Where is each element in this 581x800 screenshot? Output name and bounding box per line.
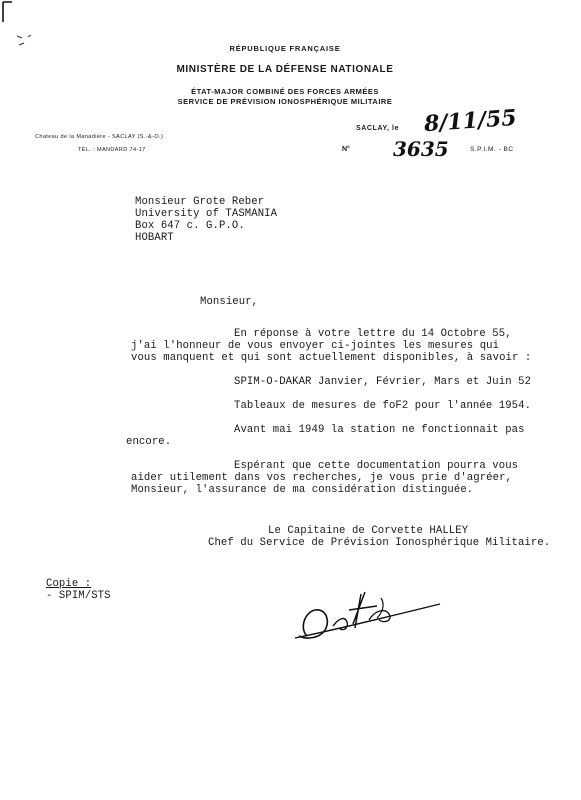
handwritten-signature <box>285 588 445 648</box>
body-line-7: encore. <box>126 436 172 448</box>
handwritten-reference-number: 3635 <box>393 137 449 161</box>
salutation: Monsieur, <box>200 296 259 308</box>
recipient-line-4: HOBART <box>135 232 174 244</box>
body-line-10: Monsieur, l'assurance de ma considération distinguée. <box>131 484 474 496</box>
body-line-5: Tableaux de mesures de foF2 pour l'année 1954. <box>234 400 532 412</box>
body-line-2: j'ai l'honneur de vous envoyer ci-jointes les mesures qui <box>131 340 500 352</box>
recipient-line-2: University of TASMANIA <box>135 208 278 220</box>
body-line-6: Avant mai 1949 la station ne fonctionnait pas <box>234 424 525 436</box>
header-republique: RÉPUBLIQUE FRANÇAISE <box>229 44 341 53</box>
body-line-9: aider utilement dans vos recherches, je vous prie d'agréer, <box>131 472 512 484</box>
address-line-1: Chateau de la Manadière - SACLAY (S.-&-O.) <box>35 134 164 140</box>
handwritten-date: 8/11/55 <box>423 104 518 138</box>
place-label: SACLAY, le <box>356 125 400 132</box>
copies-item: - SPIM/STS <box>46 590 111 602</box>
header-service: SERVICE DE PRÉVISION IONOSPHÉRIQUE MILITAIRE <box>177 97 393 106</box>
signatory-title: Chef du Service de Prévision Ionosphérique Militaire. <box>208 537 551 549</box>
reference-label: N° <box>342 146 350 153</box>
body-line-8: Espérant que cette documentation pourra vous <box>234 460 519 472</box>
header-etat-major: ÉTAT-MAJOR COMBINÉ DES FORCES ARMÉES <box>191 87 379 96</box>
recipient-line-3: Box 647 c. G.P.O. <box>135 220 245 232</box>
address-line-2: TÉL. : MANDARD 74-17 <box>78 147 146 153</box>
reference-suffix: S.P.I.M. - BC <box>470 146 514 153</box>
body-line-4: SPIM-O-DAKAR Janvier, Février, Mars et Juin 52 <box>234 376 532 388</box>
body-line-3: vous manquent et qui sont actuellement disponibles, à savoir : <box>131 352 532 364</box>
recipient-line-1: Monsieur Grote Reber <box>135 196 265 208</box>
body-line-1: En réponse à votre lettre du 14 Octobre 55, <box>234 328 512 340</box>
header-ministere: MINISTÈRE DE LA DÉFENSE NATIONALE <box>176 64 394 75</box>
signatory-name: Le Capitaine de Corvette HALLEY <box>268 525 469 537</box>
copies-label: Copie : <box>46 578 92 590</box>
